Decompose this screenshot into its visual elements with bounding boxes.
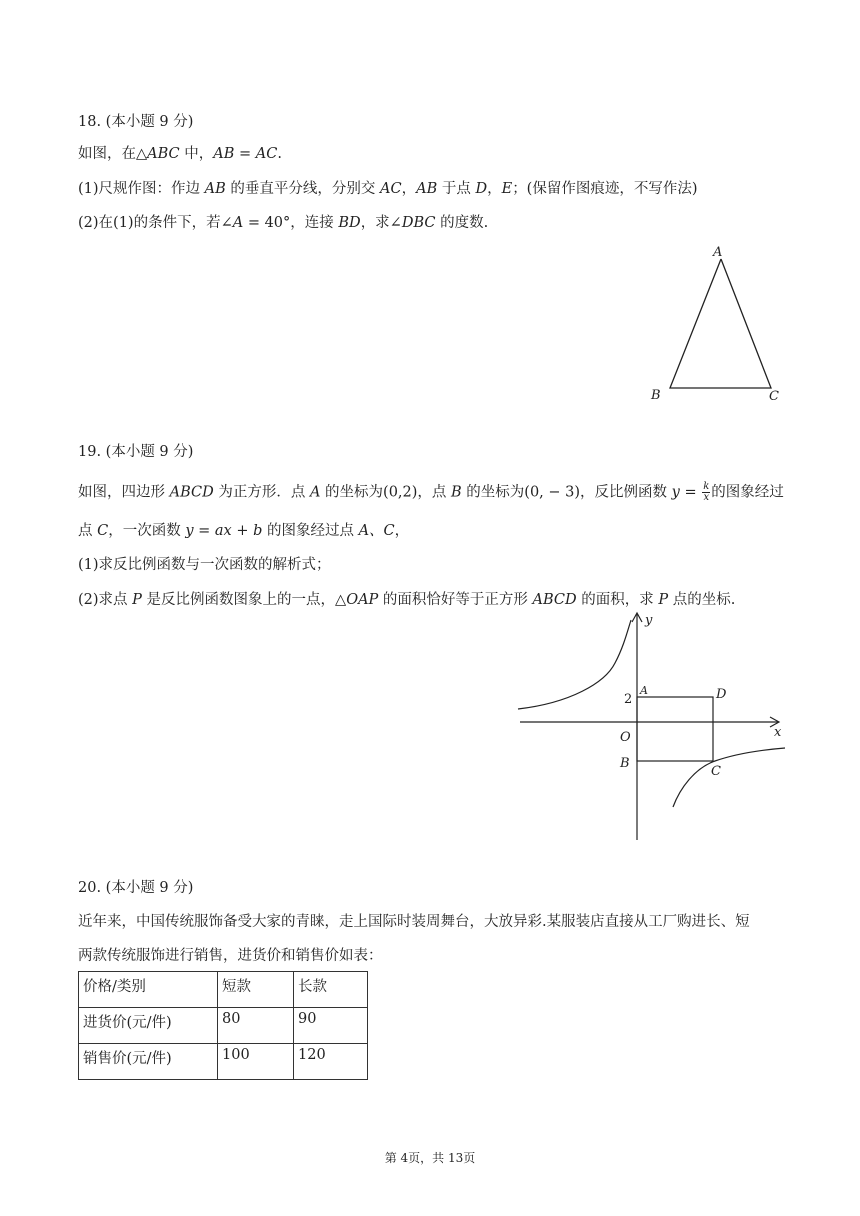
table-cell: 80 [218,1008,294,1044]
vertex-label-a: A [713,245,723,260]
table-cell: 90 [294,1008,368,1044]
table-cell: 100 [218,1044,294,1080]
q18-triangle-figure [640,238,790,408]
point-label-b: B [620,756,630,771]
q18-part2: (2)在(1)的条件下，若∠A = 40°，连接 BD，求∠DBC 的度数. [78,215,489,231]
q20-stem-line2: 两款传统服饰进行销售，进货价和销售价如表： [78,948,383,964]
axis-label-x: x [774,725,782,740]
q18-header: 18. (本小题 9 分) [78,114,194,130]
table-cell: 进货价(元/件) [79,1008,218,1044]
table-cell: 120 [294,1044,368,1080]
q20-header: 20. (本小题 9 分) [78,880,194,896]
q19-coordinate-figure [510,608,800,848]
point-label-d: D [716,687,727,702]
tick-label-2: 2 [624,692,633,707]
point-label-c: C [711,764,721,779]
origin-label: O [620,730,631,745]
q19-stem-line1: 如图，四边形 ABCD 为正方形．点 A 的坐标为(0,2)，点 B 的坐标为(0, − 3)，反比例函数 y = $\frac{k}{x}$ 的图象经过 [78,481,784,503]
q18-part1: (1)尺规作图：作边 AB 的垂直平分线，分别交 AC，AB 于点 D，E；(保留作图痕迹，不写作法) [78,181,698,197]
table-header-cell: 短款 [218,972,294,1008]
price-table [78,971,368,1080]
q19-header: 19. (本小题 9 分) [78,444,194,460]
q18-stem: 如图，在△ABC 中，AB = AC. [78,146,282,162]
q19-stem-line2: 点 C，一次函数 y = ax + b 的图象经过点 A、C， [78,523,410,539]
square-abcd [637,697,713,761]
q20-stem-line1: 近年来，中国传统服饰备受大家的青睐，走上国际时装周舞台，大放异彩.某服装店直接从工厂购进长、短 [78,914,750,930]
q19-part1: (1)求反比例函数与一次函数的解析式； [78,557,331,573]
fraction-k-over-x: $\frac{k}{x}$ [703,481,710,503]
vertex-label-b: B [651,388,661,403]
table-header-cell: 价格/类别 [79,972,218,1008]
page-footer: 第 4页，共 13页 [384,1151,476,1165]
table-row [79,1044,368,1080]
hyperbola-branch-upper-left [518,620,631,709]
q19-part2: (2)求点 P 是反比例函数图象上的一点，△OAP 的面积恰好等于正方形 ABCD 的面积，求 P 点的坐标. [78,592,736,608]
table-row [79,1008,368,1044]
table-header-cell: 长款 [294,972,368,1008]
hyperbola-branch-lower-right [673,748,785,807]
vertex-label-c: C [769,389,779,404]
triangle-outline [670,259,771,388]
table-header-row [79,972,368,1008]
table-cell: 销售价(元/件) [79,1044,218,1080]
axis-label-y: y [645,613,653,628]
point-label-a: A [640,684,648,697]
